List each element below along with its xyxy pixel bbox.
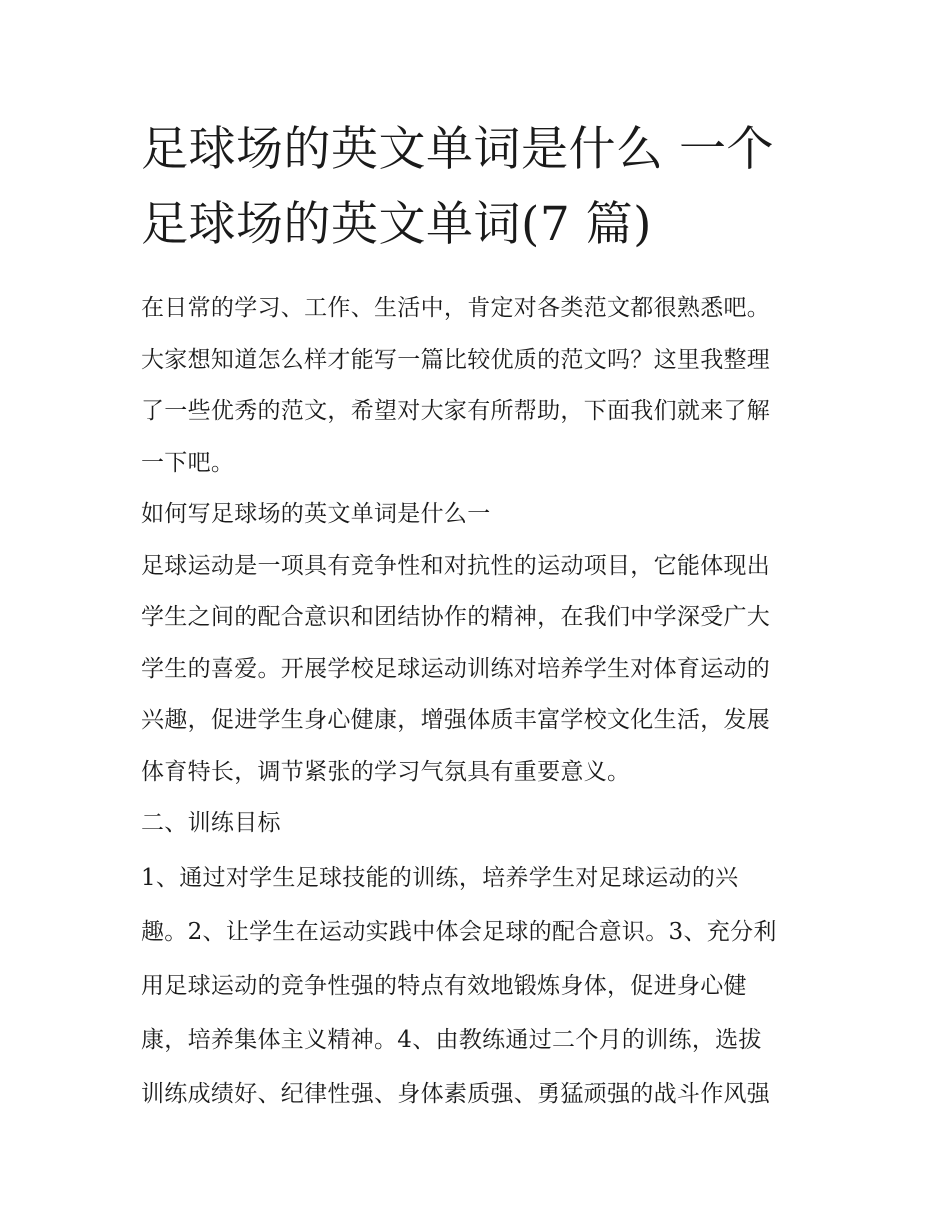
- section-heading: 如何写足球场的英文单词是什么一: [141, 501, 491, 527]
- goals-line-1: 1、通过对学生足球技能的训练，培养学生对足球运动的兴: [141, 864, 739, 891]
- document-title: [141, 112, 813, 262]
- body-line-5: 体育特长，调节紧张的学习气氛具有重要意义。: [141, 758, 631, 785]
- goals-line-3: 用足球运动的竞争性强的特点有效地锻炼身体，促进身心健: [141, 972, 747, 999]
- document-page: [141, 112, 813, 1120]
- intro-line-1: 在日常的学习、工作、生活中，肯定对各类范文都很熟悉吧。: [141, 295, 771, 321]
- intro-line-4: 一下吧。: [141, 449, 235, 476]
- title-line-2: 足球场的英文单词(7 篇): [141, 197, 653, 252]
- goals-line-5: 训练成绩好、纪律性强、身体素质强、勇猛顽强的战斗作风强: [141, 1080, 771, 1107]
- body-line-4: 兴趣，促进学生身心健康，增强体质丰富学校文化生活，发展: [141, 707, 771, 733]
- body-paragraph: [141, 541, 813, 799]
- intro-line-2: 大家想知道怎么样才能写一篇比较优质的范文吗？这里我整理: [141, 346, 771, 373]
- goals-line-2: 趣。2、让学生在运动实践中体会足球的配合意识。3、充分利: [141, 918, 777, 945]
- body-line-1: 足球运动是一项具有竞争性和对抗性的运动项目，它能体现出: [141, 552, 771, 579]
- intro-paragraph: [141, 283, 813, 489]
- goals-paragraph: [141, 852, 813, 1120]
- goals-line-4: 康，培养集体主义精神。4、由教练通过二个月的训练，选拔: [141, 1026, 762, 1053]
- body-line-2: 学生之间的配合意识和团结协作的精神，在我们中学深受广大: [141, 604, 771, 630]
- body-line-3: 学生的喜爱。开展学校足球运动训练对培养学生对体育运动的: [141, 655, 771, 682]
- title-line-1: 足球场的英文单词是什么 一个: [141, 122, 774, 177]
- intro-line-3: 了一些优秀的范文，希望对大家有所帮助，下面我们就来了解: [141, 398, 771, 424]
- goals-heading: 二、训练目标: [141, 810, 281, 836]
